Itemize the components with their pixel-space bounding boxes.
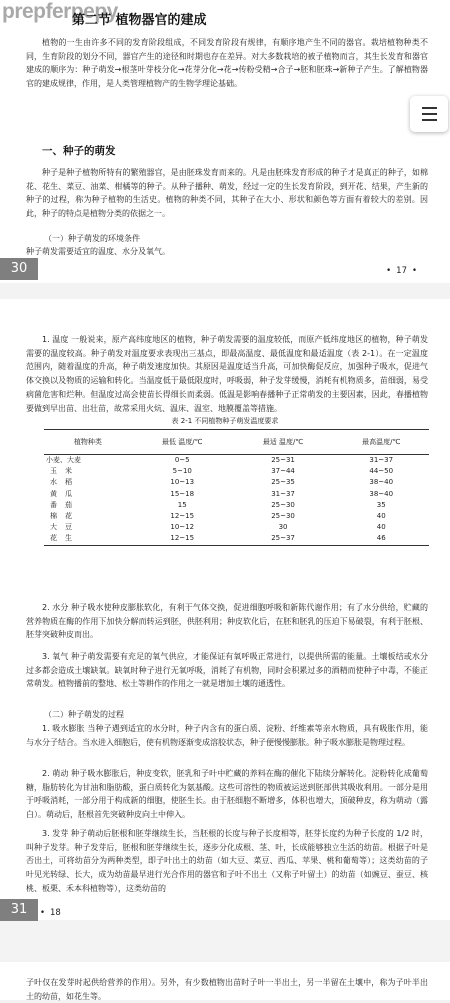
table-row [44, 511, 429, 522]
table-header: 植物种类 [44, 430, 132, 455]
table-cell: 46 [333, 533, 429, 545]
table-cell: 40 [376, 523, 386, 532]
table-cell: 40 [376, 512, 386, 521]
table-cell: 10~13 [170, 478, 195, 487]
table-cell: 25~31 [271, 456, 295, 464]
germination-temperature-table [44, 429, 429, 546]
table-cell: 番茄 [50, 500, 80, 509]
table-cell: 25~30 [271, 512, 295, 521]
table-cell: 5~10 [172, 467, 192, 476]
table-cell: 30 [278, 523, 288, 532]
table-row [44, 477, 429, 488]
table-cell: 10~12 [170, 523, 195, 532]
table-cell: 35 [376, 500, 386, 509]
absorb-paragraph: 1. 吸水膨胀 当种子遇到适宜的水分时，种子内含有的蛋白质、淀粉、纤维素等亲水物质，具有吸胀作用，能与水分子结合。当水进入细胞后，使有机物逐渐变成溶胶状态，种子便慢慢膨胀。种子吸水膨胀是物理过程。 [26, 724, 428, 747]
sub-heading-environment: （一）种子萌发的环境条件 [44, 234, 140, 243]
seed-paragraph: 种子是种子植物所特有的繁殖器官，是由胚珠发育而来的。凡是由胚珠发育形成的种子才是真正的种子，如棉花、花生、菜豆、油菜、柑橘等的种子。从种子播种、萌发，经过一定的生长发育阶段，到开花、结果，产生新的种子的过程，称为种子植物的生活史。植物的种类不同，其种子在大小、形状和颜色等方面有着较大的差别。因此，种子的特点是植物分类的依据之一。 [26, 168, 428, 219]
chapter-title: 第二节 植物器官的建成 [72, 13, 207, 28]
table-cell: 31~37 [369, 456, 394, 464]
menu-button[interactable] [410, 96, 448, 132]
env-conditions-line: 种子萌发需要适宜的温度、水分及氧气。 [26, 247, 170, 256]
table-header: 最低 温度/℃ [132, 430, 233, 455]
table-cell: 玉米 [50, 467, 80, 476]
table-cell: 12~15 [132, 533, 233, 545]
table-row [44, 522, 429, 533]
table-cell: 12~15 [170, 512, 195, 521]
sub-heading-process: （二）种子萌发的过程 [44, 710, 124, 719]
page-sheet-2 [0, 299, 450, 920]
menu-icon [422, 107, 437, 109]
table-row [44, 466, 429, 477]
table-header: 最适 温度/℃ [233, 430, 334, 455]
table-cell: 15 [177, 500, 187, 509]
table-row [44, 489, 429, 500]
site-logo[interactable]: prepferpepy [2, 0, 118, 23]
page-sheet-3 [0, 962, 450, 1000]
table-cell: 25~35 [271, 478, 295, 487]
oxygen-paragraph: 3. 氧气 种子萌发需要有充足的氧气供应，才能保证有氧呼吸正常进行，以提供所需的能量。土壤板结或水分过多都会造成土壤缺氧。缺氧时种子进行无氧呼吸，消耗了有机物，同时会积累过多的酒精而使种子中毒，不能正常萌发。植物播前的整地、松土等耕作的作用之一就是增加土壤的通透性。 [26, 652, 428, 689]
table-cell: 棉花 [50, 512, 80, 521]
table-row [44, 500, 429, 511]
section-heading: 一、种子的萌发 [42, 145, 116, 157]
table-cell: 黄瓜 [50, 489, 80, 498]
table-cell: 38~40 [369, 489, 394, 498]
table-cell: 0~5 [174, 456, 190, 464]
table-cell: 水稻 [50, 478, 80, 487]
table-cell: 15~18 [170, 489, 195, 498]
table-cell: 25~30 [271, 500, 295, 509]
germination-paragraph: 3. 发芽 种子萌动后胚根和胚芽继续生长，当胚根的长度与种子长度相等，胚芽长度约为种子长度的 1/2 时，叫种子发芽。种子发芽后，胚根和胚芽继续生长，逐步分化成根、茎、叶，长成能够独立生活的幼苗。根据子叶是否出土，可将幼苗分为两种类型，即子叶出土的幼苗（如大豆、菜豆、西瓜、苹果、桃和葡萄等）；这类幼苗的子叶见光转绿、长大，成为幼苗最早进行光合作用的器官和子叶不出土（又称子叶留土）的幼苗（如豌豆、蚕豆、核桃、板栗、禾本科植物等），这类幼苗的 [26, 829, 428, 893]
table-cell: 小麦、大麦 [46, 456, 81, 464]
table-cell: 37~44 [271, 467, 295, 476]
page-tab-30[interactable]: 30 [0, 258, 38, 280]
table-cell: 花生 [44, 533, 132, 545]
table-row [44, 533, 429, 545]
table-cell: 25~37 [233, 533, 334, 545]
page-number-18: • 18 [40, 908, 61, 918]
page-number-17: • 17 • [386, 266, 417, 276]
temperature-paragraph: 1. 温度 一般说来，原产高纬度地区的植物，种子萌发需要的温度较低，而原产低纬度地区的植物，种子萌发需要的温度较高。种子萌发对温度要求表现出三基点，即最高温度、最低温度和最适温度（表 2-1）。在一定温度范围内，随着温度的升高，种子萌发速度加快。其原因是温度适当升高，可加快酶促反应，加强种子吸水，促进气体交换以及物质的运输和转化。当温度低于最低限度时，呼吸弱，种子发芽缓慢，消耗有机物质多，苗细弱，易受病菌危害和烂种。但温度过高会使苗长得细长而柔弱。低温是影响春播种子正常萌发的主要因素，因此，春播植物要做到早出苗、出壮苗，故常采用火炕、温床、温室、地膜覆盖等措施。 [26, 335, 428, 413]
table-cell: 44~50 [369, 467, 394, 476]
table-header: 最高温度/℃ [333, 430, 429, 455]
sprout-paragraph: 2. 萌动 种子吸水膨胀后，种皮变软，胚乳和子叶中贮藏的养料在酶的催化下陆续分解转化。淀粉转化成葡萄糖，脂肪转化为甘油和脂肪酸，蛋白质转化为氨基酸。这些可溶性的物质被运送到胚部供其吸收利用。一部分是用于呼吸消耗，一部分用于构成新的细胞，使胚生长。由于胚细胞不断增多，体积也增大，顶破种皮，称为萌动（露白）。萌动后，胚根首先突破种皮向土中伸入。 [26, 769, 428, 820]
table-title: 表 2-1 不同植物种子萌发温度要求 [171, 417, 279, 425]
table-cell: 大豆 [50, 523, 80, 532]
water-paragraph: 2. 水分 种子吸水使种皮膨胀软化，有利于气体交换，促进细胞呼吸和新陈代谢作用；有了水分供给，贮藏的营养物质在酶的作用下加快分解而转运到胚，供胚利用；种皮软化后，在胚和胚乳的压迫下易破裂，有利于胚根、胚芽突破种皮而出。 [26, 603, 428, 640]
page-sheet-1 [0, 0, 450, 283]
table-header-row [44, 430, 429, 455]
table-cell: 31~37 [271, 489, 295, 498]
continuation-paragraph: 子叶仅在发芽时起供给营养的作用）。另外，有少数植物出苗时子叶一半出土，另一半留在土壤中，称为子叶半出土的幼苗，如花生等。 [26, 978, 428, 1001]
intro-paragraph: 植物的一生由许多不同的发育阶段组成，不同发育阶段有规律，有顺序地产生不同的器官。栽培植物种类不同，生育阶段的划分不同，器官产生的途径和时期也存在差异。对大多数栽培的被子植物而言，其生长发育和器官建成的顺序为：种子萌发→根茎叶芽枝分化→花芽分化→花→传粉受精→合子→胚和胚珠→新种子产生。了解植物器官的建成规律，作用，是人类管理植物产的生物学理论基础。 [26, 38, 428, 89]
table-cell: 38~40 [369, 478, 394, 487]
table-row [44, 455, 429, 467]
page-tab-31[interactable]: 31 [0, 899, 38, 921]
